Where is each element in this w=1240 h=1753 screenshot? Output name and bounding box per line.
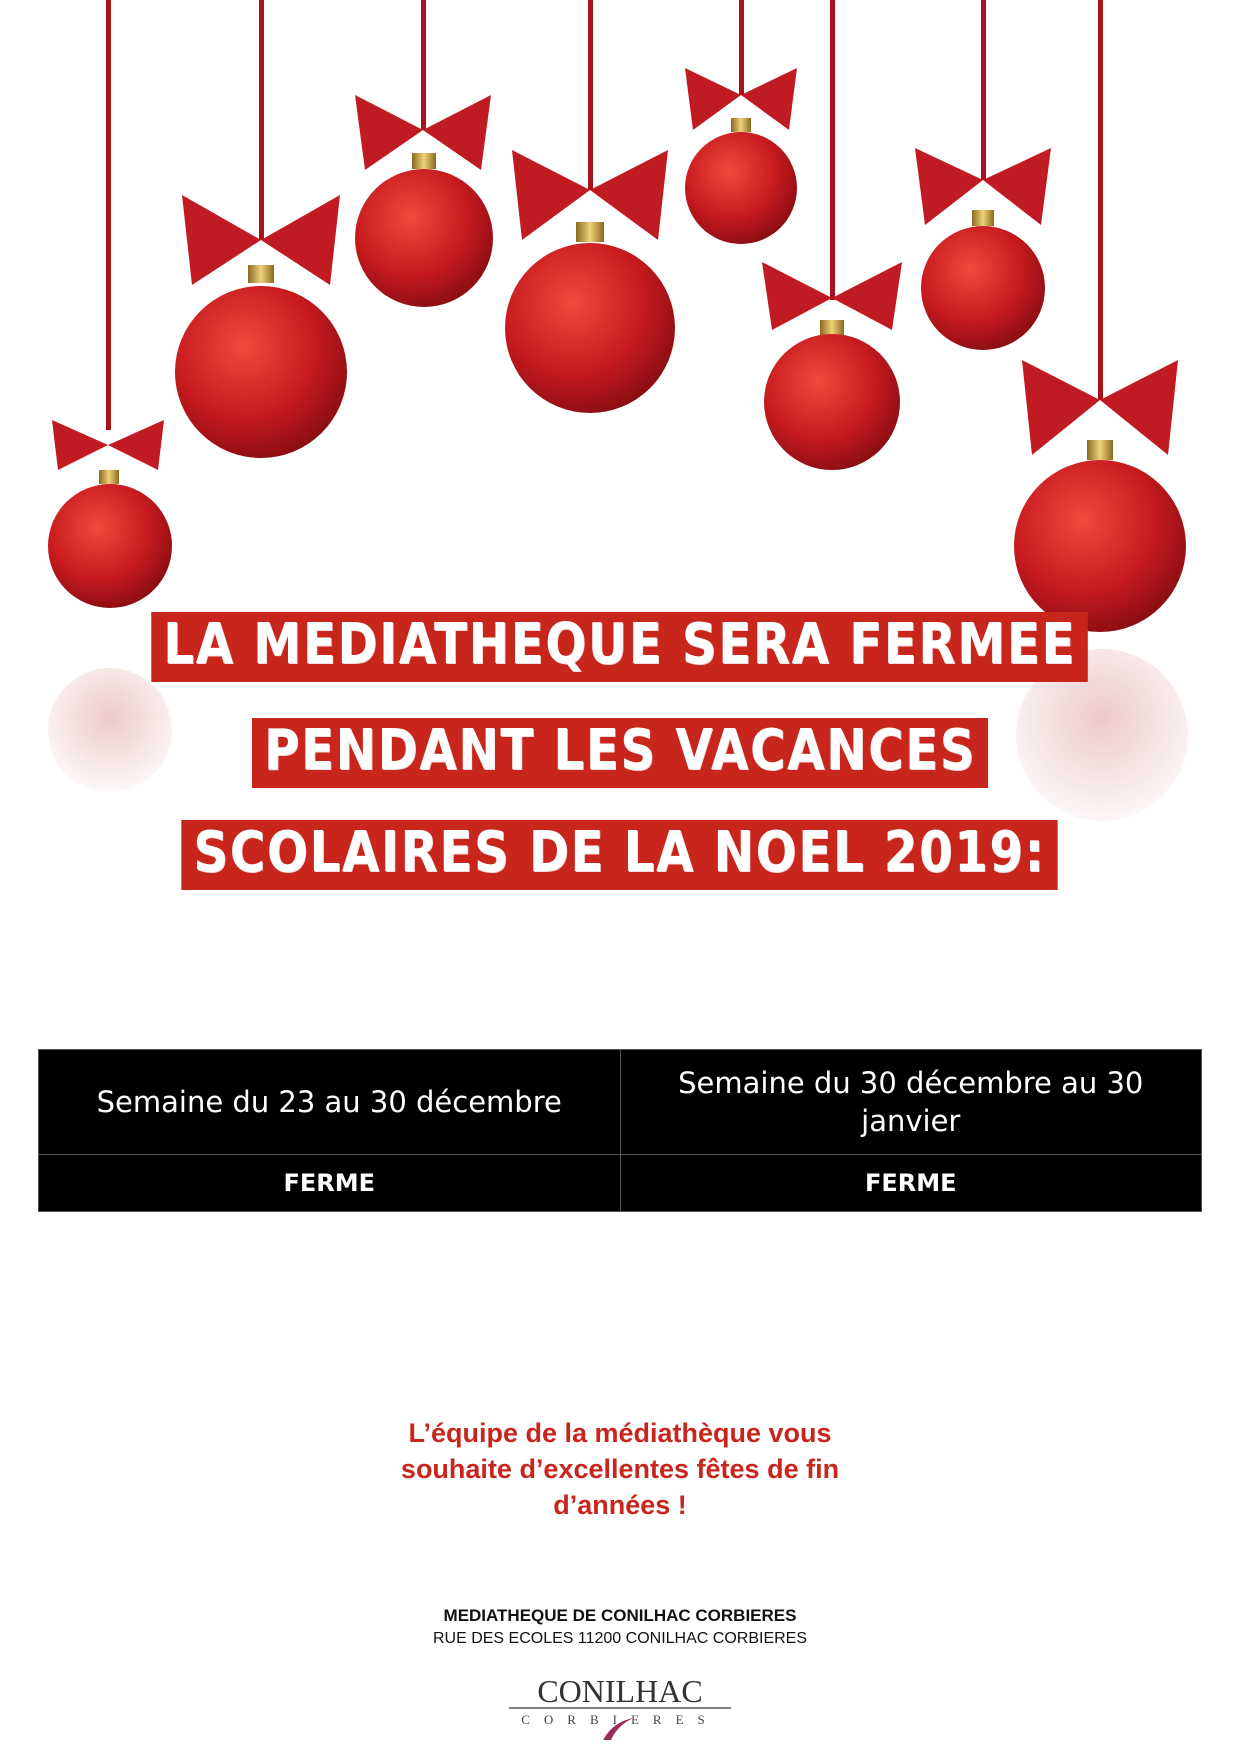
ornament-ball-7 <box>915 0 1051 350</box>
schedule-status-row <box>39 1155 1202 1212</box>
greeting-line-2: souhaite d’excellentes fêtes de fin <box>400 1454 840 1484</box>
closure-banner-text-1: LA MEDIATHEQUE SERA FERMEE <box>152 612 1089 682</box>
ornament-ball-1 <box>48 0 172 608</box>
library-address: RUE DES ECOLES 11200 CONILHAC CORBIERES <box>432 1630 808 1647</box>
closure-banner-text-3: SCOLAIRES DE LA NOEL 2019: <box>182 820 1058 890</box>
ornament-ball-4 <box>505 0 675 413</box>
greeting-line-3: d’années ! <box>553 1490 687 1520</box>
closure-banner-line-3 <box>0 820 1240 890</box>
closure-banner-text-2: PENDANT LES VACANCES <box>252 718 988 788</box>
schedule-week-1-status: FERME <box>39 1155 621 1212</box>
logo-subtitle: CORBIERES <box>521 1712 719 1727</box>
schedule-header-row <box>39 1050 1202 1155</box>
ornament-ball-6 <box>762 0 902 470</box>
schedule-week-2-header: Semaine du 30 décembre au 30 janvier <box>620 1050 1202 1155</box>
greeting-line-1: L’équipe de la médiathèque vous <box>408 1418 832 1448</box>
ornament-ball-3 <box>355 0 493 307</box>
logo-title: CONILHAC <box>537 1673 703 1709</box>
closure-schedule-table <box>38 1049 1202 1212</box>
closure-banner-line-1 <box>0 612 1240 682</box>
schedule-week-1-header: Semaine du 23 au 30 décembre <box>39 1050 621 1155</box>
conilhac-corbieres-logo <box>505 1672 735 1742</box>
holiday-greeting <box>0 1415 1240 1523</box>
library-name: MEDIATHEQUE DE CONILHAC CORBIERES <box>443 1606 797 1625</box>
ornament-ball-8 <box>1014 0 1186 632</box>
ornament-ball-2 <box>175 0 347 458</box>
closure-banner-line-2 <box>0 718 1240 788</box>
ornament-ball-5 <box>685 0 797 244</box>
schedule-week-2-status: FERME <box>620 1155 1202 1212</box>
